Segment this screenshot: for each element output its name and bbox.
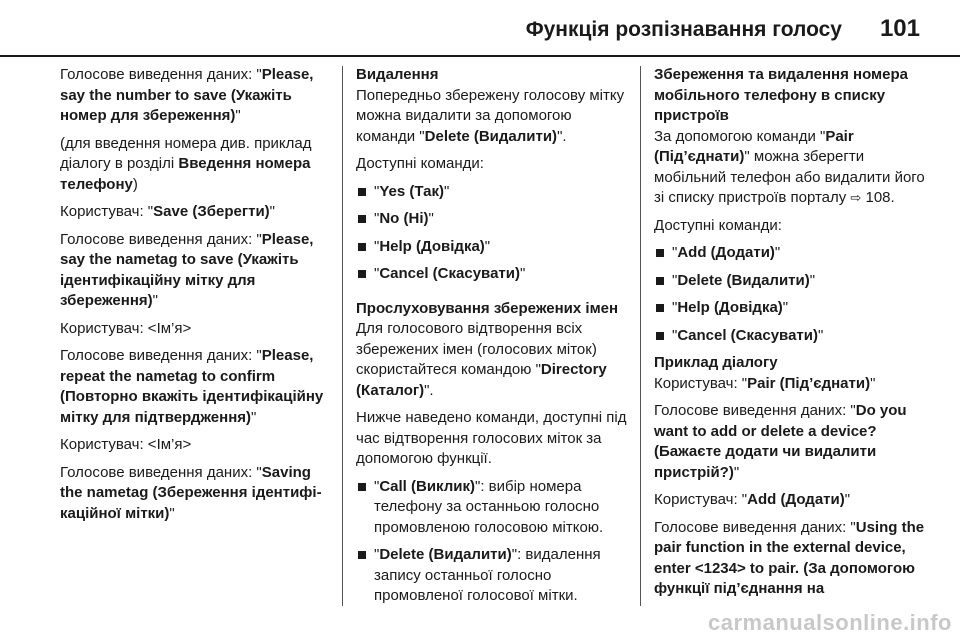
column-divider-2	[640, 66, 641, 606]
list-item: "Yes (Так)"	[356, 182, 630, 203]
text: Голосове виведення даних: "	[654, 518, 856, 536]
text: "	[269, 203, 275, 220]
page-number: 101	[879, 15, 920, 42]
section-heading: Прослуховування збережених імен	[356, 299, 619, 317]
text: "	[870, 374, 876, 392]
text: "	[251, 408, 257, 426]
text: Попередньо збережену голосову мітку можна видалити за допомогою команди "	[356, 86, 625, 145]
command-text: Pair (Під’єднати)	[747, 374, 871, 392]
paragraph: Користувач: <Ім’я>	[60, 319, 192, 337]
command-text: Call (Виклик)	[379, 477, 475, 495]
text: Голосове виведення даних: "	[654, 402, 856, 419]
text: Голосове виведення даних: "	[60, 463, 262, 481]
paragraph	[60, 230, 332, 312]
paragraph: Користувач: <Ім’я>	[60, 436, 192, 453]
column-1	[60, 65, 332, 531]
command-text: No (Ні)	[379, 210, 429, 227]
section-heading: Приклад діалогу	[654, 354, 778, 371]
section-heading: Збереження та видалення номера мобільного телефону в списку пристроїв	[654, 66, 908, 124]
text: Голосове виведення даних: "	[60, 230, 262, 248]
bullet-icon	[358, 270, 366, 278]
command-text: Cancel (Скасувати)	[677, 326, 818, 344]
list-item: "Cancel (Скасувати)"	[356, 264, 630, 285]
list-item: "Help (Довідка)"	[356, 237, 630, 258]
paragraph	[356, 86, 630, 148]
section-reference: Введення номера телефону	[60, 155, 311, 193]
command-text: Pair (Під’єднати)	[654, 127, 854, 165]
paragraph	[356, 319, 630, 401]
command-text: Please, repeat the nametag to confirm (Повторно вкажіть ідентифікаційну мітку для підтвердження)	[60, 347, 324, 426]
paragraph	[654, 490, 926, 511]
text: ".	[424, 381, 434, 399]
bullet-icon	[656, 249, 664, 257]
command-text: Do you want to add or delete a device? (Бажаєте додати чи видалити пристрій?)	[654, 402, 907, 481]
watermark: carmanualsonline.info	[708, 610, 952, 635]
text: Користувач: "	[654, 374, 748, 392]
command-text: Using the pair function in the external device, enter <1234> to pair. (За допомогою функції під’єднання на	[654, 518, 925, 597]
command-text: Directory (Каталог)	[356, 361, 607, 399]
text: )	[132, 175, 138, 193]
command-list	[654, 243, 926, 346]
command-text: Delete (Видалити)	[424, 127, 558, 145]
paragraph	[654, 374, 926, 395]
command-text: Saving the nametag (Збереження ідентифікаційної мітки)	[60, 463, 322, 522]
command-text: Save (Зберегти)	[153, 203, 270, 220]
command-list	[356, 477, 630, 607]
list-item: "Cancel (Скасувати)"	[654, 326, 926, 347]
command-text: Help (Довідка)	[379, 237, 485, 255]
text: За допомогою команди "	[654, 127, 826, 145]
column-3	[654, 65, 926, 607]
list-item: "Delete (Видалити)"	[654, 271, 926, 292]
text: "	[169, 504, 175, 522]
paragraph: Доступні команди:	[356, 155, 484, 172]
paragraph	[654, 518, 926, 600]
command-text: Help (Довідка)	[677, 299, 783, 316]
text: Для голосового відтворення всіх збережених імен (голосових міток) скористайтеся командою "	[356, 320, 597, 378]
paragraph	[60, 463, 332, 525]
paragraph	[60, 134, 332, 196]
paragraph	[60, 346, 332, 428]
text: (для введення номера див. приклад діалогу в розділі	[60, 134, 312, 172]
paragraph	[60, 65, 332, 127]
text: ".	[557, 127, 567, 145]
bullet-icon	[358, 483, 366, 491]
text: Голосове виведення даних: "	[60, 347, 262, 364]
column-2	[356, 65, 630, 614]
page-reference-link[interactable]: 108.	[865, 189, 895, 206]
header-rule	[0, 55, 960, 57]
section-heading: Видалення	[356, 66, 439, 83]
bullet-icon	[358, 188, 366, 196]
paragraph	[60, 202, 332, 223]
list-item: "Call (Виклик)": вибір номера телефону за останньою голосно промовленою голосовою міткою.	[356, 477, 630, 539]
text: "	[733, 463, 740, 481]
list-item: "Add (Додати)"	[654, 243, 926, 264]
text: "	[844, 491, 851, 508]
text: Голосове виведення даних: "	[60, 66, 262, 83]
text: Користувач: "	[654, 491, 748, 508]
command-text: Delete (Видалити)	[379, 546, 512, 563]
paragraph: Нижче наведено команди, доступні під час відтворення голосових міток за допомогою функції.	[356, 409, 627, 467]
command-list	[356, 182, 630, 285]
text: "	[235, 107, 241, 124]
bullet-icon	[656, 332, 664, 340]
bullet-icon	[656, 277, 664, 285]
text: ": вибір номера телефону за останньою голосно промовленою голосовою міткою.	[374, 477, 604, 536]
text: Користувач: "	[60, 203, 154, 220]
paragraph	[654, 401, 926, 483]
command-text: Delete (Видалити)	[677, 271, 810, 289]
command-text: Add (Додати)	[677, 244, 775, 261]
bullet-icon	[656, 304, 664, 312]
paragraph: Доступні команди:	[654, 216, 782, 234]
command-text: Add (Додати)	[747, 491, 845, 508]
command-text: Yes (Так)	[379, 182, 444, 200]
bullet-icon	[358, 215, 366, 223]
list-item: "Delete (Видалити)": видалення запису останньої голосно промовленої голосової мітки.	[356, 545, 630, 607]
text: " можна зберегти мобільний телефон або видалити його зі списку пристроїв порталу	[654, 148, 925, 206]
list-item: "Help (Довідка)"	[654, 298, 926, 319]
page-title: Функція розпізнавання голосу	[525, 18, 842, 41]
bullet-icon	[358, 243, 366, 251]
list-item: "No (Ні)"	[356, 209, 630, 230]
column-divider-1	[342, 66, 343, 606]
paragraph	[654, 127, 926, 209]
command-text: Please, say the number to save (Укажіть номер для збереження)	[60, 66, 314, 124]
command-text: Please, say the nametag to save (Укажіть ідентифікаційну мітку для збереження)	[60, 230, 314, 309]
command-text: Cancel (Скасувати)	[379, 265, 520, 282]
bullet-icon	[358, 551, 366, 559]
page-reference-arrow-icon: ⇨	[850, 190, 862, 205]
text: "	[152, 292, 158, 309]
text: ": видалення запису останньої голосно промовленої голосової мітки.	[374, 546, 601, 604]
